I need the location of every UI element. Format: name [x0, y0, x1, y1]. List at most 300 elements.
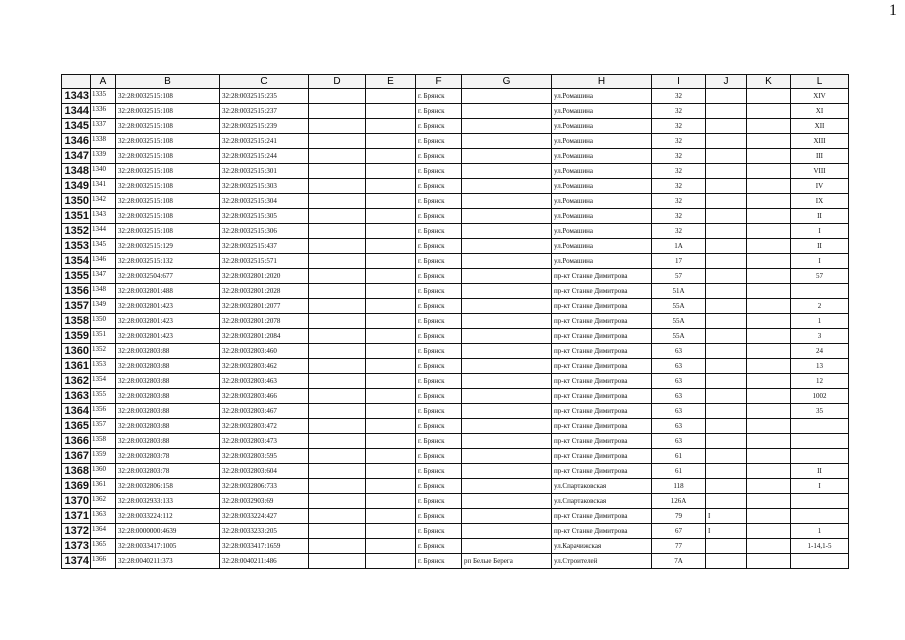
- cell-k[interactable]: [747, 359, 791, 374]
- cell-a[interactable]: 1366: [91, 554, 116, 569]
- cell-g[interactable]: [462, 509, 552, 524]
- select-all-corner[interactable]: [62, 75, 91, 89]
- cell-a[interactable]: 1342: [91, 194, 116, 209]
- cell-l[interactable]: [791, 419, 849, 434]
- cell-l[interactable]: [791, 434, 849, 449]
- row-header[interactable]: 1351: [62, 209, 91, 224]
- cell-a[interactable]: 1364: [91, 524, 116, 539]
- cell-k[interactable]: [747, 539, 791, 554]
- cell-b[interactable]: 32:28:0032515:108: [116, 89, 220, 104]
- cell-f[interactable]: г. Брянск: [416, 89, 462, 104]
- cell-i[interactable]: 79: [652, 509, 706, 524]
- cell-h[interactable]: ул.Ромашина: [552, 179, 652, 194]
- cell-a[interactable]: 1362: [91, 494, 116, 509]
- cell-l[interactable]: II: [791, 239, 849, 254]
- row-header[interactable]: 1362: [62, 374, 91, 389]
- cell-k[interactable]: [747, 329, 791, 344]
- cell-i[interactable]: 63: [652, 374, 706, 389]
- cell-d[interactable]: [309, 479, 366, 494]
- cell-a[interactable]: 1357: [91, 419, 116, 434]
- cell-i[interactable]: 1А: [652, 239, 706, 254]
- cell-e[interactable]: [366, 344, 416, 359]
- cell-h[interactable]: пр-кт Станке Димитрова: [552, 284, 652, 299]
- cell-j[interactable]: [706, 344, 747, 359]
- cell-f[interactable]: г. Брянск: [416, 119, 462, 134]
- cell-d[interactable]: [309, 224, 366, 239]
- cell-a[interactable]: 1344: [91, 224, 116, 239]
- cell-a[interactable]: 1352: [91, 344, 116, 359]
- cell-a[interactable]: 1356: [91, 404, 116, 419]
- cell-d[interactable]: [309, 254, 366, 269]
- cell-c[interactable]: 32:28:0032803:473: [220, 434, 309, 449]
- cell-g[interactable]: [462, 404, 552, 419]
- cell-c[interactable]: 32:28:0032801:2084: [220, 329, 309, 344]
- cell-l[interactable]: I: [791, 224, 849, 239]
- cell-a[interactable]: 1335: [91, 89, 116, 104]
- cell-l[interactable]: II: [791, 464, 849, 479]
- cell-j[interactable]: [706, 164, 747, 179]
- row-header[interactable]: 1350: [62, 194, 91, 209]
- cell-e[interactable]: [366, 509, 416, 524]
- cell-i[interactable]: 61: [652, 449, 706, 464]
- cell-k[interactable]: [747, 149, 791, 164]
- cell-d[interactable]: [309, 164, 366, 179]
- cell-i[interactable]: 63: [652, 434, 706, 449]
- cell-b[interactable]: 32:28:0032515:108: [116, 119, 220, 134]
- cell-c[interactable]: 32:28:0032515:304: [220, 194, 309, 209]
- cell-c[interactable]: 32:28:0032801:2028: [220, 284, 309, 299]
- row-header[interactable]: 1355: [62, 269, 91, 284]
- row-header[interactable]: 1359: [62, 329, 91, 344]
- cell-k[interactable]: [747, 269, 791, 284]
- cell-e[interactable]: [366, 209, 416, 224]
- cell-c[interactable]: 32:28:0032515:305: [220, 209, 309, 224]
- row-header[interactable]: 1347: [62, 149, 91, 164]
- cell-g[interactable]: [462, 464, 552, 479]
- cell-i[interactable]: 126А: [652, 494, 706, 509]
- cell-l[interactable]: [791, 554, 849, 569]
- cell-h[interactable]: пр-кт Станке Димитрова: [552, 434, 652, 449]
- cell-f[interactable]: г. Брянск: [416, 344, 462, 359]
- cell-f[interactable]: г. Брянск: [416, 224, 462, 239]
- cell-f[interactable]: г. Брянск: [416, 209, 462, 224]
- cell-a[interactable]: 1349: [91, 299, 116, 314]
- cell-b[interactable]: 32:28:0032515:108: [116, 134, 220, 149]
- cell-g[interactable]: [462, 209, 552, 224]
- cell-c[interactable]: 32:28:0032803:467: [220, 404, 309, 419]
- cell-l[interactable]: XII: [791, 119, 849, 134]
- column-header-a[interactable]: A: [91, 75, 116, 89]
- cell-f[interactable]: г. Брянск: [416, 269, 462, 284]
- cell-h[interactable]: ул.Ромашина: [552, 239, 652, 254]
- cell-h[interactable]: пр-кт Станке Димитрова: [552, 404, 652, 419]
- cell-e[interactable]: [366, 299, 416, 314]
- cell-k[interactable]: [747, 449, 791, 464]
- cell-e[interactable]: [366, 449, 416, 464]
- cell-k[interactable]: [747, 404, 791, 419]
- cell-h[interactable]: ул.Строителей: [552, 554, 652, 569]
- cell-h[interactable]: пр-кт Станке Димитрова: [552, 509, 652, 524]
- cell-l[interactable]: 1002: [791, 389, 849, 404]
- cell-a[interactable]: 1343: [91, 209, 116, 224]
- cell-g[interactable]: [462, 89, 552, 104]
- cell-j[interactable]: [706, 89, 747, 104]
- cell-j[interactable]: [706, 494, 747, 509]
- cell-g[interactable]: [462, 269, 552, 284]
- cell-f[interactable]: г. Брянск: [416, 104, 462, 119]
- cell-h[interactable]: ул.Ромашина: [552, 254, 652, 269]
- cell-b[interactable]: 32:28:0032515:108: [116, 104, 220, 119]
- cell-i[interactable]: 7А: [652, 554, 706, 569]
- cell-b[interactable]: 32:28:0032515:108: [116, 179, 220, 194]
- cell-j[interactable]: [706, 149, 747, 164]
- cell-f[interactable]: г. Брянск: [416, 284, 462, 299]
- cell-f[interactable]: г. Брянск: [416, 494, 462, 509]
- cell-f[interactable]: г. Брянск: [416, 404, 462, 419]
- row-header[interactable]: 1371: [62, 509, 91, 524]
- cell-e[interactable]: [366, 554, 416, 569]
- cell-c[interactable]: 32:28:0032515:244: [220, 149, 309, 164]
- cell-a[interactable]: 1355: [91, 389, 116, 404]
- column-header-l[interactable]: L: [791, 75, 849, 89]
- cell-i[interactable]: 32: [652, 224, 706, 239]
- cell-g[interactable]: [462, 329, 552, 344]
- cell-b[interactable]: 32:28:0032515:108: [116, 149, 220, 164]
- cell-e[interactable]: [366, 194, 416, 209]
- row-header[interactable]: 1353: [62, 239, 91, 254]
- cell-f[interactable]: г. Брянск: [416, 374, 462, 389]
- cell-e[interactable]: [366, 374, 416, 389]
- cell-j[interactable]: [706, 209, 747, 224]
- cell-c[interactable]: 32:28:0040211:486: [220, 554, 309, 569]
- cell-h[interactable]: пр-кт Станке Димитрова: [552, 524, 652, 539]
- cell-l[interactable]: I: [791, 254, 849, 269]
- cell-e[interactable]: [366, 269, 416, 284]
- cell-d[interactable]: [309, 509, 366, 524]
- cell-i[interactable]: 63: [652, 344, 706, 359]
- cell-j[interactable]: [706, 119, 747, 134]
- cell-i[interactable]: 63: [652, 404, 706, 419]
- cell-j[interactable]: [706, 404, 747, 419]
- cell-c[interactable]: 32:28:0032515:239: [220, 119, 309, 134]
- cell-d[interactable]: [309, 344, 366, 359]
- cell-b[interactable]: 32:28:0032515:129: [116, 239, 220, 254]
- cell-g[interactable]: [462, 524, 552, 539]
- cell-a[interactable]: 1341: [91, 179, 116, 194]
- cell-e[interactable]: [366, 359, 416, 374]
- cell-j[interactable]: [706, 479, 747, 494]
- column-header-b[interactable]: B: [116, 75, 220, 89]
- cell-k[interactable]: [747, 494, 791, 509]
- cell-d[interactable]: [309, 104, 366, 119]
- cell-d[interactable]: [309, 374, 366, 389]
- cell-j[interactable]: [706, 449, 747, 464]
- cell-j[interactable]: [706, 239, 747, 254]
- cell-a[interactable]: 1336: [91, 104, 116, 119]
- column-header-d[interactable]: D: [309, 75, 366, 89]
- cell-i[interactable]: 17: [652, 254, 706, 269]
- cell-k[interactable]: [747, 179, 791, 194]
- cell-l[interactable]: [791, 494, 849, 509]
- cell-j[interactable]: I: [706, 524, 747, 539]
- cell-d[interactable]: [309, 209, 366, 224]
- cell-a[interactable]: 1360: [91, 464, 116, 479]
- cell-e[interactable]: [366, 239, 416, 254]
- cell-g[interactable]: [462, 164, 552, 179]
- cell-i[interactable]: 51А: [652, 284, 706, 299]
- row-header[interactable]: 1357: [62, 299, 91, 314]
- cell-l[interactable]: IV: [791, 179, 849, 194]
- column-header-i[interactable]: I: [652, 75, 706, 89]
- cell-i[interactable]: 67: [652, 524, 706, 539]
- cell-h[interactable]: ул.Карачижская: [552, 539, 652, 554]
- cell-h[interactable]: пр-кт Станке Димитрова: [552, 269, 652, 284]
- cell-b[interactable]: 32:28:0032933:133: [116, 494, 220, 509]
- cell-h[interactable]: пр-кт Станке Димитрова: [552, 299, 652, 314]
- column-header-k[interactable]: K: [747, 75, 791, 89]
- cell-f[interactable]: г. Брянск: [416, 419, 462, 434]
- row-header[interactable]: 1361: [62, 359, 91, 374]
- cell-j[interactable]: [706, 434, 747, 449]
- cell-c[interactable]: 32:28:0033417:1659: [220, 539, 309, 554]
- cell-f[interactable]: г. Брянск: [416, 164, 462, 179]
- cell-k[interactable]: [747, 164, 791, 179]
- cell-f[interactable]: г. Брянск: [416, 389, 462, 404]
- cell-f[interactable]: г. Брянск: [416, 254, 462, 269]
- row-header[interactable]: 1365: [62, 419, 91, 434]
- cell-i[interactable]: 118: [652, 479, 706, 494]
- cell-b[interactable]: 32:28:0032803:88: [116, 434, 220, 449]
- cell-a[interactable]: 1345: [91, 239, 116, 254]
- cell-l[interactable]: 1: [791, 524, 849, 539]
- cell-c[interactable]: 32:28:0032515:306: [220, 224, 309, 239]
- cell-i[interactable]: 32: [652, 89, 706, 104]
- cell-e[interactable]: [366, 104, 416, 119]
- cell-e[interactable]: [366, 434, 416, 449]
- cell-a[interactable]: 1363: [91, 509, 116, 524]
- cell-f[interactable]: г. Брянск: [416, 464, 462, 479]
- cell-l[interactable]: 12: [791, 374, 849, 389]
- cell-b[interactable]: 32:28:0032803:88: [116, 404, 220, 419]
- cell-e[interactable]: [366, 149, 416, 164]
- cell-h[interactable]: пр-кт Станке Димитрова: [552, 389, 652, 404]
- cell-b[interactable]: 32:28:0032801:423: [116, 299, 220, 314]
- cell-a[interactable]: 1358: [91, 434, 116, 449]
- row-header[interactable]: 1363: [62, 389, 91, 404]
- cell-b[interactable]: 32:28:0032806:158: [116, 479, 220, 494]
- cell-d[interactable]: [309, 404, 366, 419]
- cell-a[interactable]: 1354: [91, 374, 116, 389]
- cell-c[interactable]: 32:28:0032515:437: [220, 239, 309, 254]
- column-header-c[interactable]: C: [220, 75, 309, 89]
- cell-d[interactable]: [309, 299, 366, 314]
- cell-h[interactable]: пр-кт Станке Димитрова: [552, 359, 652, 374]
- cell-f[interactable]: г. Брянск: [416, 194, 462, 209]
- cell-i[interactable]: 55А: [652, 329, 706, 344]
- cell-j[interactable]: [706, 284, 747, 299]
- cell-b[interactable]: 32:28:0032803:78: [116, 449, 220, 464]
- cell-a[interactable]: 1347: [91, 269, 116, 284]
- cell-e[interactable]: [366, 254, 416, 269]
- cell-e[interactable]: [366, 134, 416, 149]
- cell-d[interactable]: [309, 554, 366, 569]
- cell-d[interactable]: [309, 284, 366, 299]
- cell-k[interactable]: [747, 89, 791, 104]
- cell-c[interactable]: 32:28:0032803:466: [220, 389, 309, 404]
- cell-e[interactable]: [366, 179, 416, 194]
- cell-j[interactable]: [706, 389, 747, 404]
- cell-c[interactable]: 32:28:0032515:303: [220, 179, 309, 194]
- cell-h[interactable]: пр-кт Станке Димитрова: [552, 449, 652, 464]
- cell-d[interactable]: [309, 314, 366, 329]
- cell-f[interactable]: г. Брянск: [416, 299, 462, 314]
- cell-g[interactable]: [462, 449, 552, 464]
- cell-l[interactable]: XIV: [791, 89, 849, 104]
- cell-g[interactable]: [462, 479, 552, 494]
- column-header-f[interactable]: F: [416, 75, 462, 89]
- cell-d[interactable]: [309, 524, 366, 539]
- row-header[interactable]: 1372: [62, 524, 91, 539]
- cell-i[interactable]: 32: [652, 164, 706, 179]
- cell-k[interactable]: [747, 119, 791, 134]
- cell-h[interactable]: ул.Ромашина: [552, 104, 652, 119]
- cell-j[interactable]: [706, 329, 747, 344]
- cell-g[interactable]: [462, 194, 552, 209]
- cell-c[interactable]: 32:28:0033233:205: [220, 524, 309, 539]
- cell-k[interactable]: [747, 194, 791, 209]
- cell-g[interactable]: [462, 179, 552, 194]
- cell-c[interactable]: 32:28:0032515:235: [220, 89, 309, 104]
- cell-c[interactable]: 32:28:0032806:733: [220, 479, 309, 494]
- cell-b[interactable]: 32:28:0032803:88: [116, 359, 220, 374]
- cell-d[interactable]: [309, 179, 366, 194]
- cell-i[interactable]: 77: [652, 539, 706, 554]
- cell-g[interactable]: [462, 119, 552, 134]
- cell-c[interactable]: 32:28:0032515:571: [220, 254, 309, 269]
- cell-h[interactable]: ул.Ромашина: [552, 209, 652, 224]
- cell-l[interactable]: 1-14,1-5: [791, 539, 849, 554]
- cell-l[interactable]: [791, 509, 849, 524]
- cell-b[interactable]: 32:28:0040211:373: [116, 554, 220, 569]
- cell-b[interactable]: 32:28:0032515:132: [116, 254, 220, 269]
- cell-d[interactable]: [309, 134, 366, 149]
- cell-b[interactable]: 32:28:0032803:88: [116, 419, 220, 434]
- cell-d[interactable]: [309, 149, 366, 164]
- cell-i[interactable]: 32: [652, 179, 706, 194]
- cell-h[interactable]: пр-кт Станке Димитрова: [552, 329, 652, 344]
- cell-g[interactable]: [462, 284, 552, 299]
- cell-d[interactable]: [309, 494, 366, 509]
- cell-i[interactable]: 55А: [652, 299, 706, 314]
- row-header[interactable]: 1369: [62, 479, 91, 494]
- cell-k[interactable]: [747, 224, 791, 239]
- cell-k[interactable]: [747, 299, 791, 314]
- cell-a[interactable]: 1337: [91, 119, 116, 134]
- cell-g[interactable]: [462, 149, 552, 164]
- cell-j[interactable]: [706, 224, 747, 239]
- cell-c[interactable]: 32:28:0032803:472: [220, 419, 309, 434]
- cell-b[interactable]: 32:28:0000000:4639: [116, 524, 220, 539]
- row-header[interactable]: 1358: [62, 314, 91, 329]
- cell-g[interactable]: [462, 314, 552, 329]
- cell-a[interactable]: 1348: [91, 284, 116, 299]
- cell-a[interactable]: 1346: [91, 254, 116, 269]
- cell-b[interactable]: 32:28:0032801:423: [116, 329, 220, 344]
- cell-l[interactable]: 13: [791, 359, 849, 374]
- cell-d[interactable]: [309, 329, 366, 344]
- row-header[interactable]: 1345: [62, 119, 91, 134]
- cell-i[interactable]: 32: [652, 209, 706, 224]
- cell-h[interactable]: ул.Ромашина: [552, 194, 652, 209]
- cell-e[interactable]: [366, 389, 416, 404]
- cell-l[interactable]: [791, 449, 849, 464]
- cell-j[interactable]: [706, 374, 747, 389]
- cell-j[interactable]: [706, 539, 747, 554]
- cell-a[interactable]: 1351: [91, 329, 116, 344]
- cell-f[interactable]: г. Брянск: [416, 539, 462, 554]
- cell-b[interactable]: 32:28:0032515:108: [116, 224, 220, 239]
- cell-l[interactable]: XIII: [791, 134, 849, 149]
- row-header[interactable]: 1343: [62, 89, 91, 104]
- cell-d[interactable]: [309, 239, 366, 254]
- cell-j[interactable]: [706, 269, 747, 284]
- cell-l[interactable]: IX: [791, 194, 849, 209]
- row-header[interactable]: 1356: [62, 284, 91, 299]
- cell-j[interactable]: [706, 464, 747, 479]
- row-header[interactable]: 1354: [62, 254, 91, 269]
- cell-j[interactable]: [706, 554, 747, 569]
- cell-k[interactable]: [747, 134, 791, 149]
- column-header-h[interactable]: H: [552, 75, 652, 89]
- cell-h[interactable]: ул.Спартаковская: [552, 479, 652, 494]
- cell-l[interactable]: 2: [791, 299, 849, 314]
- cell-c[interactable]: 32:28:0032515:237: [220, 104, 309, 119]
- cell-h[interactable]: ул.Ромашина: [552, 224, 652, 239]
- cell-i[interactable]: 57: [652, 269, 706, 284]
- cell-b[interactable]: 32:28:0032803:78: [116, 464, 220, 479]
- cell-j[interactable]: [706, 194, 747, 209]
- cell-g[interactable]: [462, 389, 552, 404]
- cell-l[interactable]: XI: [791, 104, 849, 119]
- cell-f[interactable]: г. Брянск: [416, 239, 462, 254]
- cell-l[interactable]: II: [791, 209, 849, 224]
- column-header-e[interactable]: E: [366, 75, 416, 89]
- cell-h[interactable]: пр-кт Станке Димитрова: [552, 464, 652, 479]
- cell-l[interactable]: 35: [791, 404, 849, 419]
- cell-e[interactable]: [366, 119, 416, 134]
- row-header[interactable]: 1364: [62, 404, 91, 419]
- cell-h[interactable]: пр-кт Станке Димитрова: [552, 314, 652, 329]
- row-header[interactable]: 1346: [62, 134, 91, 149]
- cell-d[interactable]: [309, 269, 366, 284]
- cell-a[interactable]: 1353: [91, 359, 116, 374]
- cell-e[interactable]: [366, 284, 416, 299]
- cell-f[interactable]: г. Брянск: [416, 509, 462, 524]
- cell-a[interactable]: 1365: [91, 539, 116, 554]
- cell-e[interactable]: [366, 524, 416, 539]
- cell-d[interactable]: [309, 389, 366, 404]
- cell-g[interactable]: [462, 239, 552, 254]
- cell-k[interactable]: [747, 314, 791, 329]
- column-header-g[interactable]: G: [462, 75, 552, 89]
- cell-g[interactable]: [462, 344, 552, 359]
- cell-e[interactable]: [366, 314, 416, 329]
- cell-d[interactable]: [309, 119, 366, 134]
- cell-k[interactable]: [747, 239, 791, 254]
- cell-d[interactable]: [309, 359, 366, 374]
- cell-b[interactable]: 32:28:0032803:88: [116, 374, 220, 389]
- cell-k[interactable]: [747, 554, 791, 569]
